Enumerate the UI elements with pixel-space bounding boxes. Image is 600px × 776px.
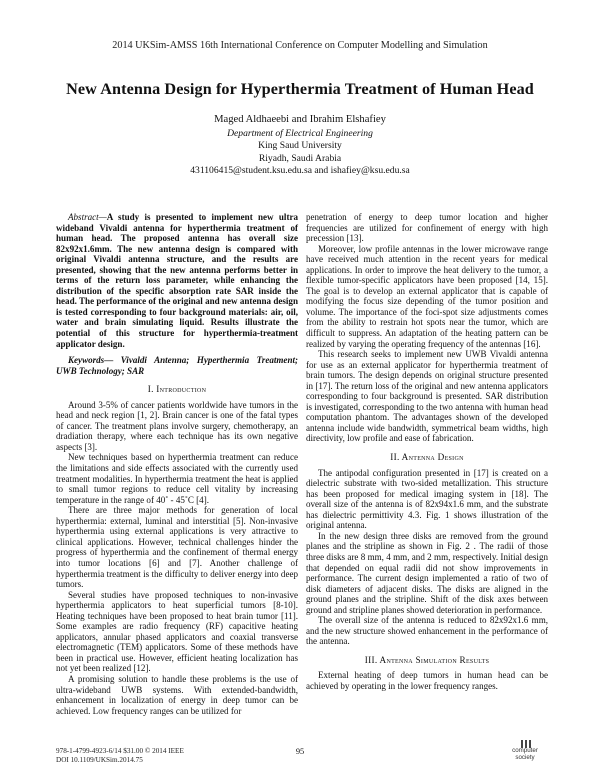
abstract-lead: Abstract— bbox=[68, 212, 107, 222]
keywords: Keywords— Vivaldi Antenna; Hyperthermia Treatment; UWB Technology; SAR bbox=[56, 355, 298, 376]
paragraph: There are three major methods for generation of local hyperthermia: external, luminal and interstitial [5]. Non-invasive hyperthermia using external applications is very attractive to clinical applications. However, technical challenges hinder the progress of hyperthermia and the confinement of thermal energy into tumor locations [6] and [7]. Another challenge of hyperthermia treatment is the difficulty to deliver energy into deep tumors. bbox=[56, 505, 298, 590]
computer-society-logo bbox=[503, 740, 547, 766]
author-location: Riyadh, Saudi Arabia bbox=[258, 152, 342, 164]
paragraph: External heating of deep tumors in human head can be achieved by operating in the lower frequency ranges. bbox=[306, 670, 548, 691]
abstract-text: A study is presented to implement new ultra wideband Vivaldi antenna for hyperthermia treatment of human head. The proposed antenna has overall size 82x92x1.6mm. The new antenna design is compared with original Vivaldi antenna structure, and the results are presented, showing that the new antenna performs better in terms of the return loss parameter, while enhancing the distribution of the specific absorption rate SAR inside the head. The performance of the original and new antenna design is tested corresponding to four background materials: air, oil, water and brain simulating liquid. Results illustrate the potential of this structure for hyperthermia-treatment applicator design. bbox=[56, 212, 298, 349]
paragraph: Around 3-5% of cancer patients worldwide have tumors in the head and neck region [1, 2]. Brain cancer is one of the fatal types of cancer. The treatment plans involve surgery, chemotherapy, an dradiation therapy, where each technique has its own negative aspects [3]. bbox=[56, 399, 298, 452]
section-title-antenna-design: II. Antenna Design bbox=[390, 452, 464, 463]
author-block bbox=[100, 114, 500, 177]
logo-text-line-2: society bbox=[515, 753, 535, 761]
footer-isbn: 978-1-4799-4923-6/14 $31.00 © 2014 IEEE bbox=[56, 747, 184, 755]
logo-text-line-1: computer bbox=[512, 747, 538, 754]
author-department: Department of Electrical Engineering bbox=[227, 128, 373, 140]
paragraph: Moreover, low profile antennas in the lower microwave range have received much attention in the recent years for medical applications. In order to improve the heat delivery to the tumor, a flexible tumor-specific applicators have been proposed [14, 15]. The goal is to develop an external applicator that is capable of modifying the focus size depending of the tumor position and volume. The importance of the foci-spot size adjustments comes from the ability to restrain hot spots near the tumor, which are difficult to suppress. An adaptation of the heating pattern can be realized by varying the operating frequency of the antennas [16]. bbox=[306, 243, 548, 349]
paper-title: New Antenna Design for Hyperthermia Treatment of Human Head bbox=[66, 80, 534, 98]
author-names: Maged Aldhaeebi and Ibrahim Elshafiey bbox=[214, 114, 386, 125]
paragraph: The antipodal configuration presented in [17] is created on a dielectric substrate with two-sided metallization. This structure has been proposed for medical imaging system in [18]. The overall size of the antenna is of 82x94x1.6 mm, and the substrate has dielectric permittivity 4.3. Fig. 1 shows illustration of the original antenna. bbox=[306, 467, 548, 531]
paragraph: This research seeks to implement new UWB Vivaldi antenna for use as an external applicator for hyperthermia treatment of brain tumors. The design depends on original structure presented in [17]. The return loss of the original and new antenna applicators corresponding to four background is presented. SAR distribution is investigated, corresponding to the two antenna with human head computation phantom. The advantages shown of the developed antenna include wide bandwidth, symmetrical beam widths, high directivity, low profile and ease of fabrication. bbox=[306, 349, 548, 444]
section-title-simulation-results: III. Antenna Simulation Results bbox=[364, 654, 490, 665]
right-column bbox=[306, 212, 548, 692]
paragraph: penetration of energy to deep tumor location and higher frequencies are utilized for confinement of energy with high precession [13]. bbox=[306, 212, 548, 244]
page-number: 95 bbox=[295, 747, 305, 756]
author-emails: 431106415@student.ksu.edu.sa and ishafiey@ksu.edu.sa bbox=[190, 164, 410, 176]
paragraph: A promising solution to handle these problems is the use of ultra-wideband UWB systems. With extended-bandwidth, enhancement in localization of energy in deep tumor can be achieved. Low frequency ranges can be utilized for bbox=[56, 673, 298, 716]
conference-header: 2014 UKSim-AMSS 16th International Conference on Computer Modelling and Simulation bbox=[112, 40, 488, 51]
author-university: King Saud University bbox=[258, 140, 342, 152]
paragraph: New techniques based on hyperthermia treatment can reduce the limitations and side effects associated with the currently used treatment modalities. In hyperthermia treatment the heat is applied to small tumor regions to reduce cell vitality by increasing temperature in the range of 40˚ - 45˚C [4]. bbox=[56, 452, 298, 505]
paragraph: Several studies have proposed techniques to non-invasive hyperthermia applicators to heat superficial tumors [8-10]. Heating techniques have been proposed to heat brain tumor [11]. Some examples are radio frequency (RF) capacitive heating applicators, annular phased applicators and coaxial transverse electromagnetic (TEM) applicators. Some of these methods have been in practical use. However, efficient heating localization has not yet been realized [12]. bbox=[56, 589, 298, 674]
section-title-introduction: I. Introduction bbox=[147, 384, 207, 395]
footer-doi: DOI 10.1109/UKSim.2014.75 bbox=[56, 756, 143, 764]
paragraph: The overall size of the antenna is reduced to 82x92x1.6 mm, and the new structure showed enhancement in the performance of the antenna. bbox=[306, 615, 548, 647]
logo-text bbox=[503, 748, 547, 761]
left-column bbox=[56, 212, 298, 716]
paragraph: In the new design three disks are removed from the ground planes and the stripline as shown in Fig. 2 . The radii of those three disks are 8 mm, 4 mm, and 2 mm, respectively. Initial design that depended on equal radii did not show improvements in performance. The current design implemented a ratio of two of disk diameters of adjacent disks. The disks are aligned in the ground planes and the stripline. Shift of the disk axes between ground and stripline planes showed deterioration in performance. bbox=[306, 530, 548, 615]
abstract bbox=[56, 212, 298, 349]
